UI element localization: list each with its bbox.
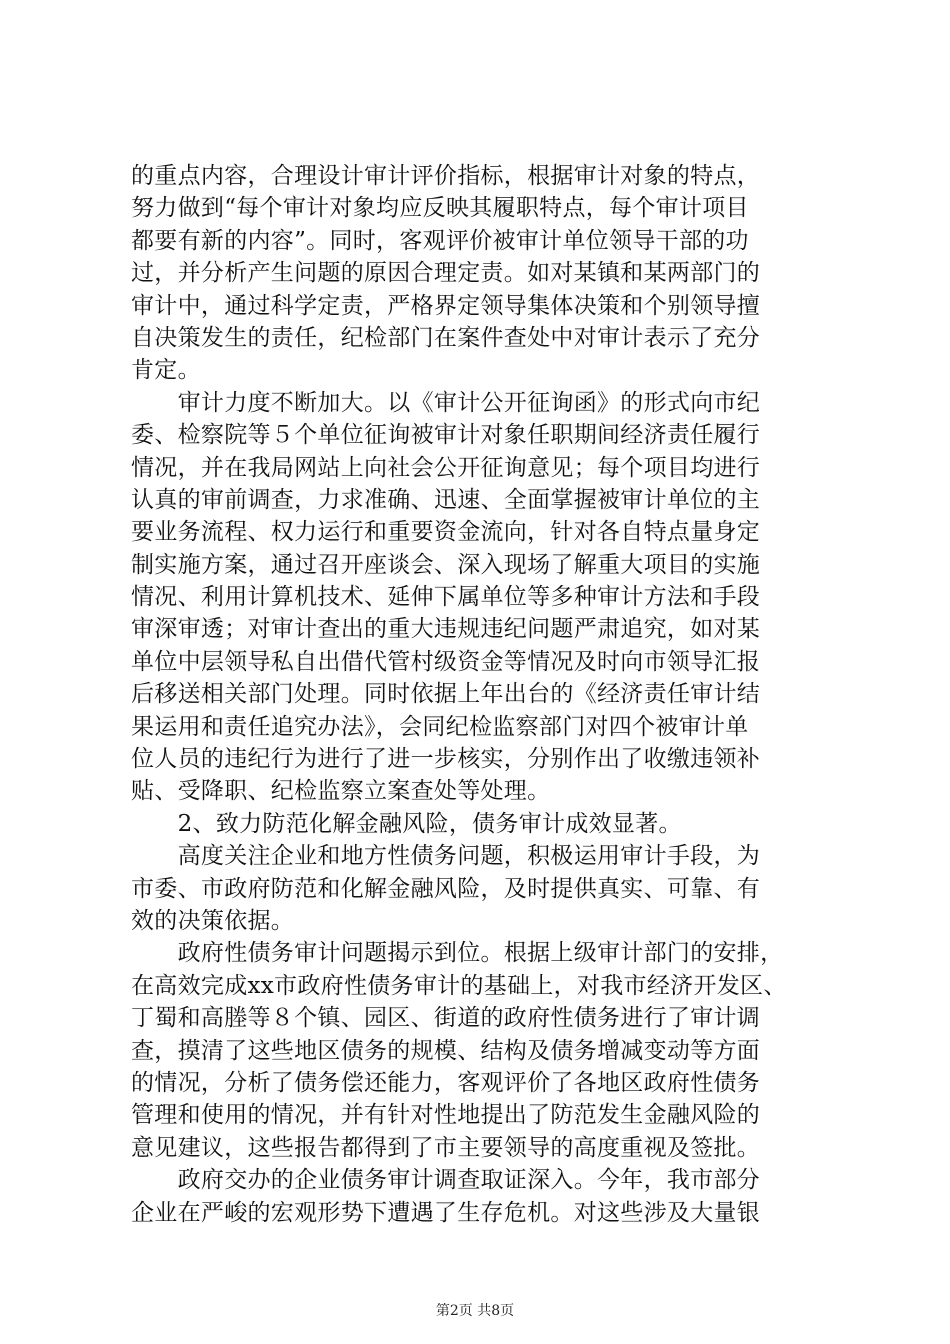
text-line: 果运用和责任追究办法》，会同纪检监察部门对四个被审计单	[131, 713, 749, 740]
text-line: 查，摸清了这些地区债务的规模、结构及债务增减变动等方面	[131, 1037, 761, 1064]
page-number-footer: 第2页 共8页	[435, 1303, 515, 1319]
text-line: 委、检察院等５个单位征询被审计对象任职期间经济责任履行	[131, 422, 761, 449]
text-line: 效的决策依据。	[131, 907, 295, 934]
text-line: 政府交办的企业债务审计调查取证深入。今年，我市部分	[131, 1167, 761, 1194]
text-line: 意见建议，这些报告都得到了市主要领导的高度重视及签批。	[131, 1134, 761, 1161]
text-line: 的情况，分析了债务偿还能力，客观评价了各地区政府性债务	[131, 1069, 761, 1096]
document-body	[131, 160, 831, 1229]
section-heading: 2、致力防范化解金融风险，债务审计成效显著。	[131, 810, 682, 837]
text-line: 都要有新的内容”。同时，客观评价被审计单位领导干部的功	[131, 227, 749, 254]
text-line: 在高效完成xx市政府性债务审计的基础上，对我市经济开发区、	[131, 972, 787, 999]
text-line: 审计力度不断加大。以《审计公开征询函》的形式向市纪	[131, 389, 761, 416]
text-line: 自决策发生的责任，纪检部门在案件查处中对审计表示了充分	[131, 324, 761, 351]
text-line: 认真的审前调查，力求准确、迅速、全面掌握被审计单位的主	[131, 486, 761, 513]
text-line: 审计中，通过科学定责，严格界定领导集体决策和个别领导擅	[131, 292, 761, 319]
text-line: 市委、市政府防范和化解金融风险，及时提供真实、可靠、有	[131, 875, 761, 902]
text-line: 情况，并在我局网站上向社会公开征询意见；每个项目均进行	[131, 454, 761, 481]
text-line: 后移送相关部门处理。同时依据上年出台的《经济责任审计结	[131, 681, 761, 708]
text-line: 丁蜀和高塍等８个镇、园区、街道的政府性债务进行了审计调	[131, 1005, 761, 1032]
text-line: 制实施方案，通过召开座谈会、深入现场了解重大项目的实施	[131, 551, 761, 578]
text-line: 要业务流程、权力运行和重要资金流向，针对各自特点量身定	[131, 519, 761, 546]
text-line: 贴、受降职、纪检监察立案查处等处理。	[131, 778, 551, 805]
text-line: 审深审透；对审计查出的重大违规违纪问题严肃追究，如对某	[131, 616, 761, 643]
text-line: 单位中层领导私自出借代管村级资金等情况及时向市领导汇报	[131, 648, 761, 675]
text-line: 的重点内容，合理设计审计评价指标，根据审计对象的特点，	[131, 163, 761, 189]
text-line: 肯定。	[131, 357, 201, 384]
text-line: 政府性债务审计问题揭示到位。根据上级审计部门的安排，	[131, 940, 784, 967]
text-line: 过，并分析产生问题的原因合理定责。如对某镇和某两部门的	[131, 260, 761, 287]
text-line: 企业在严峻的宏观形势下遭遇了生存危机。对这些涉及大量银	[131, 1199, 761, 1226]
text-line: 努力做到“每个审计对象均应反映其履职特点，每个审计项目	[131, 195, 749, 222]
text-line: 位人员的违纪行为进行了进一步核实，分别作出了收缴违领补	[131, 746, 761, 773]
text-line: 管理和使用的情况，并有针对性地提出了防范发生金融风险的	[131, 1102, 761, 1129]
text-line: 高度关注企业和地方性债务问题，积极运用审计手段，为	[131, 843, 761, 870]
text-line: 情况、利用计算机技术、延伸下属单位等多种审计方法和手段	[131, 584, 761, 611]
